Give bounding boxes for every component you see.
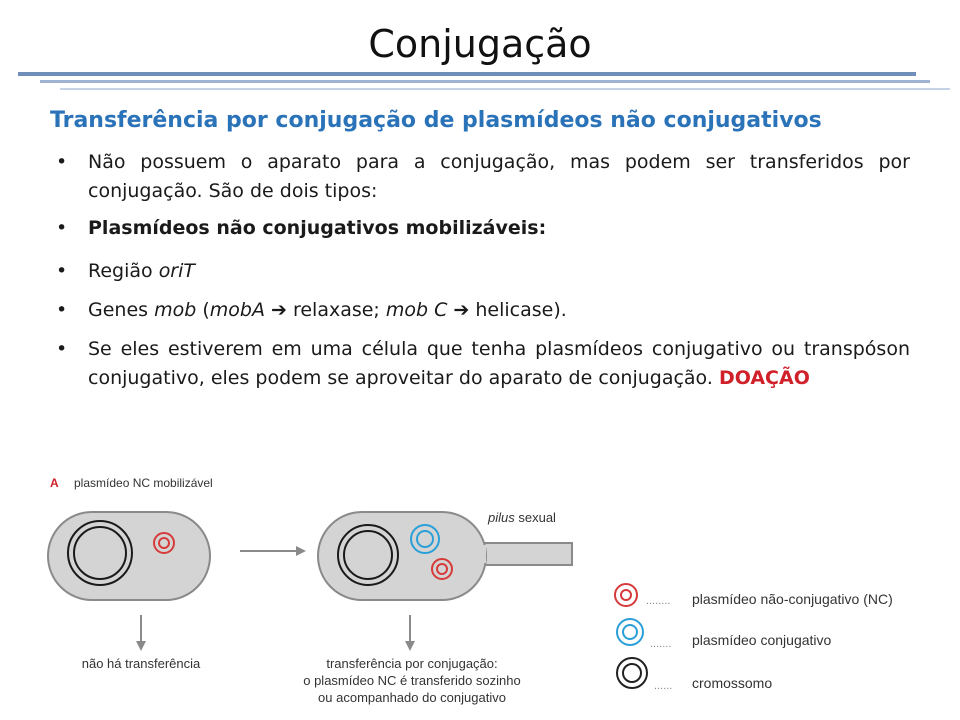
bullet-text: relaxase;	[292, 299, 386, 321]
legend-label-chromosome: cromossomo	[692, 675, 773, 691]
pilus-label	[487, 510, 556, 525]
title-divider-2	[40, 80, 930, 83]
panel-title: plasmídeo NC mobilizável	[74, 476, 213, 490]
bullet-text-italic: mobA	[209, 299, 265, 321]
bullet-item-5	[56, 335, 910, 393]
legend-leader: .......	[650, 638, 672, 650]
title-divider	[18, 72, 916, 76]
bullet-text: Plasmídeos não conjugativos mobilizáveis:	[88, 217, 547, 239]
pilus-label-rest: sexual	[514, 510, 556, 525]
bullet-text-italic: mob	[154, 299, 197, 321]
legend-label-conjugative: plasmídeo conjugativo	[692, 632, 832, 648]
highlight-text: DOAÇÃO	[718, 367, 810, 389]
legend-label-nc: plasmídeo não-conjugativo (NC)	[692, 591, 893, 607]
bullet-item-3	[56, 257, 910, 286]
arrow-icon: ➔	[264, 299, 293, 321]
down-arrow-left-head	[136, 641, 146, 651]
bullet-text: Não possuem o aparato para a conjugação, mas podem ser transferidos por conjugação. São de dois tipos:	[88, 151, 910, 202]
down-arrow-right-head	[405, 641, 415, 651]
panel-letter: A	[50, 476, 59, 490]
bullet-text: Genes	[88, 299, 155, 321]
legend-chromosome-icon-inner	[623, 664, 641, 682]
title-divider-3	[60, 88, 950, 90]
process-arrow-head	[296, 546, 306, 556]
bullet-item-1	[56, 148, 910, 206]
legend	[615, 584, 893, 692]
bullet-item-2	[56, 214, 910, 243]
bullet-text: (	[196, 299, 210, 321]
right-caption-line-1: transferência por conjugação:	[326, 656, 498, 671]
legend-conjugative-icon-inner	[623, 625, 637, 639]
legend-leader: ......	[654, 680, 673, 692]
bullet-text: helicase).	[475, 299, 567, 321]
pilus-label-italic: pilus	[488, 510, 515, 525]
bullet-text-italic: oriT	[158, 260, 196, 282]
right-caption-line-3: ou acompanhado do conjugativo	[318, 690, 506, 705]
arrow-icon: ➔	[447, 299, 476, 321]
sex-pilus	[480, 543, 572, 565]
slide-title: Conjugação	[368, 22, 592, 66]
bullet-text-italic: mob C	[385, 299, 448, 321]
conjugation-figure	[0, 465, 960, 720]
legend-chromosome-icon-outer	[617, 658, 647, 688]
bullet-text: Se eles estiverem em uma célula que tenha plasmídeos conjugativo ou transpóson conjugativo, eles podem se aproveitar do aparato de conjugação.	[88, 338, 910, 389]
left-caption: não há transferência	[81, 656, 201, 671]
legend-conjugative-icon-outer	[617, 619, 643, 645]
legend-nc-plasmid-icon-outer	[615, 584, 637, 606]
pilus-junction	[478, 545, 486, 563]
legend-leader: ........	[646, 595, 671, 607]
slide-subtitle: Transferência por conjugação de plasmídeos não conjugativos	[50, 108, 822, 133]
legend-nc-plasmid-icon-inner	[621, 590, 631, 600]
right-caption-line-2: o plasmídeo NC é transferido sozinho	[303, 673, 521, 688]
bullet-text: Região	[88, 260, 159, 282]
bacterial-cell-left	[48, 512, 210, 600]
bullet-list	[56, 148, 910, 403]
bullet-item-4	[56, 296, 910, 325]
